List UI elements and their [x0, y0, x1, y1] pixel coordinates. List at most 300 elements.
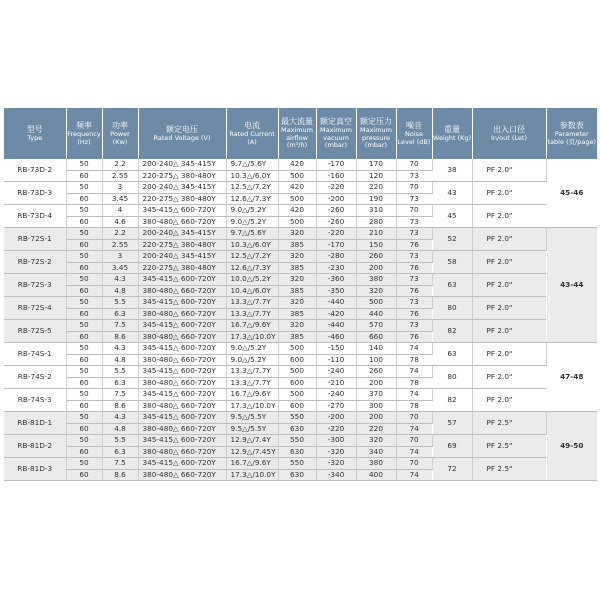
voltage-cell: 380-480△ 660-720Y: [138, 469, 226, 481]
column-header-cn: 频率: [76, 121, 92, 130]
noise-cell: 73: [396, 320, 432, 332]
table-row: [4, 182, 597, 194]
weight-cell: 82: [432, 389, 472, 412]
current-cell: 17.3△/10.0Y: [226, 400, 278, 412]
airflow-cell: 320: [278, 297, 316, 309]
vacuum-cell: -200: [316, 412, 356, 424]
airflow-cell: 500: [278, 216, 316, 228]
pressure-cell: 660: [356, 331, 396, 343]
model-type-cell: RB-73D-2: [4, 159, 66, 182]
noise-cell: 74: [396, 366, 432, 378]
current-cell: 9.5△/5.5Y: [226, 412, 278, 424]
model-type-cell: RB-73D-4: [4, 205, 66, 228]
voltage-cell: 200-240△ 345-415Y: [138, 228, 226, 240]
column-header-en: In/out (Let): [490, 133, 528, 142]
model-type-cell: RB-72S-2: [4, 251, 66, 274]
power-cell: 7.5: [102, 458, 138, 470]
port-size-cell: PF 2.5": [472, 412, 546, 435]
power-cell: 7.5: [102, 389, 138, 401]
weight-cell: 72: [432, 458, 472, 481]
airflow-cell: 550: [278, 435, 316, 447]
vacuum-cell: -240: [316, 366, 356, 378]
noise-cell: 78: [396, 377, 432, 389]
current-cell: 17.3△/10.0Y: [226, 469, 278, 481]
vacuum-cell: -150: [316, 343, 356, 355]
frequency-cell: 50: [66, 389, 102, 401]
voltage-cell: 345-415△ 600-720Y: [138, 297, 226, 309]
frequency-cell: 60: [66, 216, 102, 228]
frequency-cell: 50: [66, 251, 102, 263]
frequency-cell: 50: [66, 320, 102, 332]
vacuum-cell: -110: [316, 354, 356, 366]
weight-cell: 38: [432, 159, 472, 182]
table-row: [4, 159, 597, 170]
pressure-cell: 200: [356, 412, 396, 424]
column-header-en: Noise Level (dB): [397, 130, 431, 146]
frequency-cell: 50: [66, 182, 102, 194]
power-cell: 8.6: [102, 331, 138, 343]
noise-cell: 73: [396, 228, 432, 240]
port-size-cell: PF 2.0": [472, 159, 546, 182]
voltage-cell: 380-480△ 660-720Y: [138, 423, 226, 435]
current-cell: 16.7△/9.6Y: [226, 389, 278, 401]
noise-cell: 73: [396, 193, 432, 205]
airflow-cell: 320: [278, 251, 316, 263]
weight-cell: 63: [432, 274, 472, 297]
model-type-cell: RB-81D-3: [4, 458, 66, 481]
spec-table: [4, 108, 597, 481]
airflow-cell: 320: [278, 228, 316, 240]
noise-cell: 76: [396, 285, 432, 297]
column-header: [4, 108, 66, 159]
column-header-en: Maximum vacuum (mbar): [319, 126, 353, 150]
airflow-cell: 500: [278, 193, 316, 205]
column-header: [316, 108, 356, 159]
pressure-cell: 380: [356, 274, 396, 286]
vacuum-cell: -300: [316, 435, 356, 447]
vacuum-cell: -340: [316, 469, 356, 481]
vacuum-cell: -440: [316, 320, 356, 332]
power-cell: 4.8: [102, 285, 138, 297]
voltage-cell: 220-275△ 380-480Y: [138, 170, 226, 182]
vacuum-cell: -230: [316, 262, 356, 274]
power-cell: 6.3: [102, 446, 138, 458]
pressure-cell: 220: [356, 182, 396, 194]
column-header: [138, 108, 226, 159]
vacuum-cell: -160: [316, 170, 356, 182]
frequency-cell: 60: [66, 308, 102, 320]
pressure-cell: 300: [356, 400, 396, 412]
noise-cell: 74: [396, 446, 432, 458]
pressure-cell: 370: [356, 389, 396, 401]
column-header-cn: 功率: [112, 121, 128, 130]
pressure-cell: 380: [356, 458, 396, 470]
model-type-cell: RB-72S-4: [4, 297, 66, 320]
airflow-cell: 385: [278, 262, 316, 274]
noise-cell: 70: [396, 412, 432, 424]
vacuum-cell: -210: [316, 377, 356, 389]
noise-cell: 70: [396, 458, 432, 470]
current-cell: 10.3△/6.0Y: [226, 170, 278, 182]
table-row: [4, 366, 597, 378]
airflow-cell: 600: [278, 377, 316, 389]
table-row: [4, 389, 597, 401]
frequency-cell: 60: [66, 400, 102, 412]
frequency-cell: 50: [66, 274, 102, 286]
pressure-cell: 100: [356, 354, 396, 366]
weight-cell: 80: [432, 366, 472, 389]
weight-cell: 43: [432, 182, 472, 205]
noise-cell: 76: [396, 331, 432, 343]
power-cell: 4.3: [102, 274, 138, 286]
vacuum-cell: -220: [316, 182, 356, 194]
current-cell: 9.7△/5.6Y: [226, 159, 278, 170]
airflow-cell: 550: [278, 458, 316, 470]
noise-cell: 73: [396, 274, 432, 286]
header-row: [4, 108, 597, 159]
pressure-cell: 170: [356, 159, 396, 170]
page-reference-cell: 49-50: [546, 412, 597, 481]
pressure-cell: 210: [356, 228, 396, 240]
noise-cell: 74: [396, 343, 432, 355]
vacuum-cell: -420: [316, 308, 356, 320]
frequency-cell: 50: [66, 435, 102, 447]
column-header-en: Rated Current (A): [229, 130, 275, 146]
voltage-cell: 345-415△ 600-720Y: [138, 458, 226, 470]
column-header-en: Maximum pressure (mbar): [359, 126, 393, 150]
frequency-cell: 60: [66, 446, 102, 458]
noise-cell: 70: [396, 159, 432, 170]
frequency-cell: 50: [66, 366, 102, 378]
table-row: [4, 251, 597, 263]
power-cell: 8.6: [102, 400, 138, 412]
model-type-cell: RB-73D-3: [4, 182, 66, 205]
weight-cell: 58: [432, 251, 472, 274]
power-cell: 4.6: [102, 216, 138, 228]
airflow-cell: 385: [278, 285, 316, 297]
voltage-cell: 380-480△ 660-720Y: [138, 446, 226, 458]
column-header: [226, 108, 278, 159]
port-size-cell: PF 2.0": [472, 251, 546, 274]
power-cell: 2.2: [102, 159, 138, 170]
noise-cell: 74: [396, 389, 432, 401]
current-cell: 12.5△/7.2Y: [226, 251, 278, 263]
power-cell: 5.5: [102, 366, 138, 378]
voltage-cell: 345-415△ 600-720Y: [138, 274, 226, 286]
vacuum-cell: -220: [316, 228, 356, 240]
current-cell: 12.9△/7.4Y: [226, 435, 278, 447]
vacuum-cell: -260: [316, 205, 356, 217]
column-header: [396, 108, 432, 159]
port-size-cell: PF 2.5": [472, 458, 546, 481]
power-cell: 3.45: [102, 262, 138, 274]
column-header-cn: 型号: [26, 124, 43, 134]
frequency-cell: 50: [66, 159, 102, 170]
frequency-cell: 60: [66, 469, 102, 481]
vacuum-cell: -320: [316, 458, 356, 470]
vacuum-cell: -270: [316, 400, 356, 412]
voltage-cell: 380-480△ 660-720Y: [138, 400, 226, 412]
column-header: [432, 108, 472, 159]
power-cell: 5.5: [102, 297, 138, 309]
vacuum-cell: -200: [316, 193, 356, 205]
model-type-cell: RB-81D-2: [4, 435, 66, 458]
voltage-cell: 380-480△ 660-720Y: [138, 216, 226, 228]
model-type-cell: RB-72S-5: [4, 320, 66, 343]
airflow-cell: 550: [278, 412, 316, 424]
vacuum-cell: -360: [316, 274, 356, 286]
airflow-cell: 630: [278, 446, 316, 458]
current-cell: 9.0△/5.2Y: [226, 205, 278, 217]
noise-cell: 73: [396, 251, 432, 263]
port-size-cell: PF 2.0": [472, 389, 546, 412]
column-header: [102, 108, 138, 159]
column-header-cn: 额定电压: [166, 124, 198, 134]
power-cell: 2.55: [102, 239, 138, 251]
voltage-cell: 380-480△ 660-720Y: [138, 377, 226, 389]
frequency-cell: 50: [66, 343, 102, 355]
current-cell: 10.3△/6.0Y: [226, 239, 278, 251]
column-header: [546, 108, 597, 159]
table-header: [4, 108, 597, 159]
pressure-cell: 260: [356, 366, 396, 378]
column-header-cn: 电流: [244, 121, 260, 130]
airflow-cell: 385: [278, 308, 316, 320]
model-type-cell: RB-72S-1: [4, 228, 66, 251]
noise-cell: 76: [396, 239, 432, 251]
table-body: [4, 159, 597, 481]
current-cell: 13.3△/7.7Y: [226, 377, 278, 389]
power-cell: 4.3: [102, 343, 138, 355]
frequency-cell: 60: [66, 331, 102, 343]
power-cell: 8.6: [102, 469, 138, 481]
model-type-cell: RB-72S-3: [4, 274, 66, 297]
airflow-cell: 500: [278, 343, 316, 355]
voltage-cell: 345-415△ 600-720Y: [138, 343, 226, 355]
weight-cell: 80: [432, 297, 472, 320]
pressure-cell: 200: [356, 262, 396, 274]
table-row: [4, 458, 597, 470]
current-cell: 9.0△/5.2Y: [226, 343, 278, 355]
noise-cell: 70: [396, 182, 432, 194]
noise-cell: 74: [396, 423, 432, 435]
current-cell: 13.3△/7.7Y: [226, 297, 278, 309]
current-cell: 13.3△/7.7Y: [226, 308, 278, 320]
pressure-cell: 260: [356, 251, 396, 263]
port-size-cell: PF 2.5": [472, 435, 546, 458]
airflow-cell: 420: [278, 205, 316, 217]
column-header-cn: 额定真空: [320, 117, 352, 127]
frequency-cell: 50: [66, 458, 102, 470]
vacuum-cell: -240: [316, 389, 356, 401]
weight-cell: 82: [432, 320, 472, 343]
voltage-cell: 345-415△ 600-720Y: [138, 389, 226, 401]
noise-cell: 76: [396, 308, 432, 320]
vacuum-cell: -460: [316, 331, 356, 343]
noise-cell: 73: [396, 216, 432, 228]
vacuum-cell: -440: [316, 297, 356, 309]
power-cell: 4: [102, 205, 138, 217]
current-cell: 12.6△/7.3Y: [226, 193, 278, 205]
pressure-cell: 220: [356, 423, 396, 435]
port-size-cell: PF 2.0": [472, 228, 546, 251]
current-cell: 9.7△/5.6Y: [226, 228, 278, 240]
port-size-cell: PF 2.0": [472, 320, 546, 343]
power-cell: 3: [102, 251, 138, 263]
table-row: [4, 297, 597, 309]
column-header-cn: 额定压力: [360, 117, 392, 127]
table-row: [4, 412, 597, 424]
frequency-cell: 60: [66, 239, 102, 251]
voltage-cell: 345-415△ 600-720Y: [138, 435, 226, 447]
noise-cell: 78: [396, 354, 432, 366]
airflow-cell: 500: [278, 170, 316, 182]
column-header-en: Type: [27, 133, 43, 142]
weight-cell: 63: [432, 343, 472, 366]
port-size-cell: PF 2.0": [472, 205, 546, 228]
page-reference-cell: 47-48: [546, 343, 597, 412]
power-cell: 2.55: [102, 170, 138, 182]
voltage-cell: 380-480△ 660-720Y: [138, 285, 226, 297]
frequency-cell: 60: [66, 423, 102, 435]
port-size-cell: PF 2.0": [472, 274, 546, 297]
frequency-cell: 60: [66, 193, 102, 205]
current-cell: 10.4△/6.0Y: [226, 285, 278, 297]
current-cell: 9.0△/5.2Y: [226, 216, 278, 228]
column-header-cn: 重量: [444, 124, 460, 134]
noise-cell: 73: [396, 170, 432, 182]
current-cell: 13.3△/7.7Y: [226, 366, 278, 378]
table-row: [4, 343, 597, 355]
voltage-cell: 380-480△ 660-720Y: [138, 354, 226, 366]
noise-cell: 74: [396, 469, 432, 481]
power-cell: 3.45: [102, 193, 138, 205]
airflow-cell: 500: [278, 366, 316, 378]
frequency-cell: 50: [66, 297, 102, 309]
airflow-cell: 600: [278, 354, 316, 366]
pressure-cell: 310: [356, 205, 396, 217]
column-header-cn: 参数表: [559, 121, 584, 130]
column-header-en: Weight (Kg): [432, 133, 472, 142]
weight-cell: 69: [432, 435, 472, 458]
table-row: [4, 274, 597, 286]
noise-cell: 70: [396, 205, 432, 217]
port-size-cell: PF 2.0": [472, 297, 546, 320]
vacuum-cell: -350: [316, 285, 356, 297]
current-cell: 10.0△/5.2Y: [226, 274, 278, 286]
weight-cell: 45: [432, 205, 472, 228]
airflow-cell: 600: [278, 400, 316, 412]
airflow-cell: 500: [278, 389, 316, 401]
frequency-cell: 60: [66, 285, 102, 297]
voltage-cell: 200-240△ 345-415Y: [138, 251, 226, 263]
frequency-cell: 60: [66, 170, 102, 182]
vacuum-cell: -320: [316, 446, 356, 458]
airflow-cell: 420: [278, 182, 316, 194]
page-reference-cell: 45-46: [546, 159, 597, 228]
column-header-en: Maximum airflow (m³/h): [280, 126, 314, 150]
current-cell: 12.6△/7.3Y: [226, 262, 278, 274]
pressure-cell: 280: [356, 216, 396, 228]
airflow-cell: 385: [278, 239, 316, 251]
vacuum-cell: -220: [316, 423, 356, 435]
column-header-en: Power (Kw): [110, 130, 130, 146]
pressure-cell: 150: [356, 239, 396, 251]
voltage-cell: 345-415△ 600-720Y: [138, 412, 226, 424]
airflow-cell: 320: [278, 320, 316, 332]
pressure-cell: 400: [356, 469, 396, 481]
model-type-cell: RB-74S-2: [4, 366, 66, 389]
frequency-cell: 50: [66, 228, 102, 240]
voltage-cell: 220-275△ 380-480Y: [138, 262, 226, 274]
pressure-cell: 200: [356, 377, 396, 389]
page-reference-cell: 43-44: [546, 228, 597, 343]
column-header-cn: 噪音: [406, 121, 422, 130]
current-cell: 16.7△/9.6Y: [226, 320, 278, 332]
noise-cell: 78: [396, 400, 432, 412]
vacuum-cell: -170: [316, 159, 356, 170]
current-cell: 16.7△/9.6Y: [226, 458, 278, 470]
pressure-cell: 320: [356, 285, 396, 297]
model-type-cell: RB-74S-1: [4, 343, 66, 366]
airflow-cell: 385: [278, 331, 316, 343]
pressure-cell: 120: [356, 170, 396, 182]
airflow-cell: 630: [278, 469, 316, 481]
model-type-cell: RB-81D-1: [4, 412, 66, 435]
voltage-cell: 345-415△ 600-720Y: [138, 366, 226, 378]
airflow-cell: 630: [278, 423, 316, 435]
current-cell: 12.9△/7.45Y: [226, 446, 278, 458]
pressure-cell: 140: [356, 343, 396, 355]
spec-table-wrapper: [4, 108, 597, 481]
table-row: [4, 205, 597, 217]
voltage-cell: 380-480△ 660-720Y: [138, 331, 226, 343]
table-row: [4, 228, 597, 240]
power-cell: 4.3: [102, 412, 138, 424]
noise-cell: 70: [396, 435, 432, 447]
model-type-cell: RB-74S-3: [4, 389, 66, 412]
pressure-cell: 320: [356, 435, 396, 447]
voltage-cell: 220-275△ 380-480Y: [138, 239, 226, 251]
airflow-cell: 320: [278, 274, 316, 286]
noise-cell: 73: [396, 297, 432, 309]
column-header-en: Frequency (Hz): [67, 130, 101, 146]
voltage-cell: 220-275△ 380-480Y: [138, 193, 226, 205]
port-size-cell: PF 2.0": [472, 182, 546, 205]
pressure-cell: 340: [356, 446, 396, 458]
voltage-cell: 200-240△ 345-415Y: [138, 182, 226, 194]
pressure-cell: 500: [356, 297, 396, 309]
frequency-cell: 60: [66, 262, 102, 274]
power-cell: 5.5: [102, 435, 138, 447]
power-cell: 4.8: [102, 354, 138, 366]
power-cell: 2.2: [102, 228, 138, 240]
port-size-cell: PF 2.0": [472, 366, 546, 389]
pressure-cell: 440: [356, 308, 396, 320]
current-cell: 17.3△/10.0Y: [226, 331, 278, 343]
vacuum-cell: -280: [316, 251, 356, 263]
column-header: [472, 108, 546, 159]
column-header: [278, 108, 316, 159]
airflow-cell: 420: [278, 159, 316, 170]
column-header-cn: 出入口径: [493, 124, 525, 134]
vacuum-cell: -260: [316, 216, 356, 228]
power-cell: 3: [102, 182, 138, 194]
voltage-cell: 345-415△ 600-720Y: [138, 320, 226, 332]
column-header-en: Parameter table (页/page): [547, 130, 597, 146]
power-cell: 7.5: [102, 320, 138, 332]
power-cell: 6.3: [102, 308, 138, 320]
